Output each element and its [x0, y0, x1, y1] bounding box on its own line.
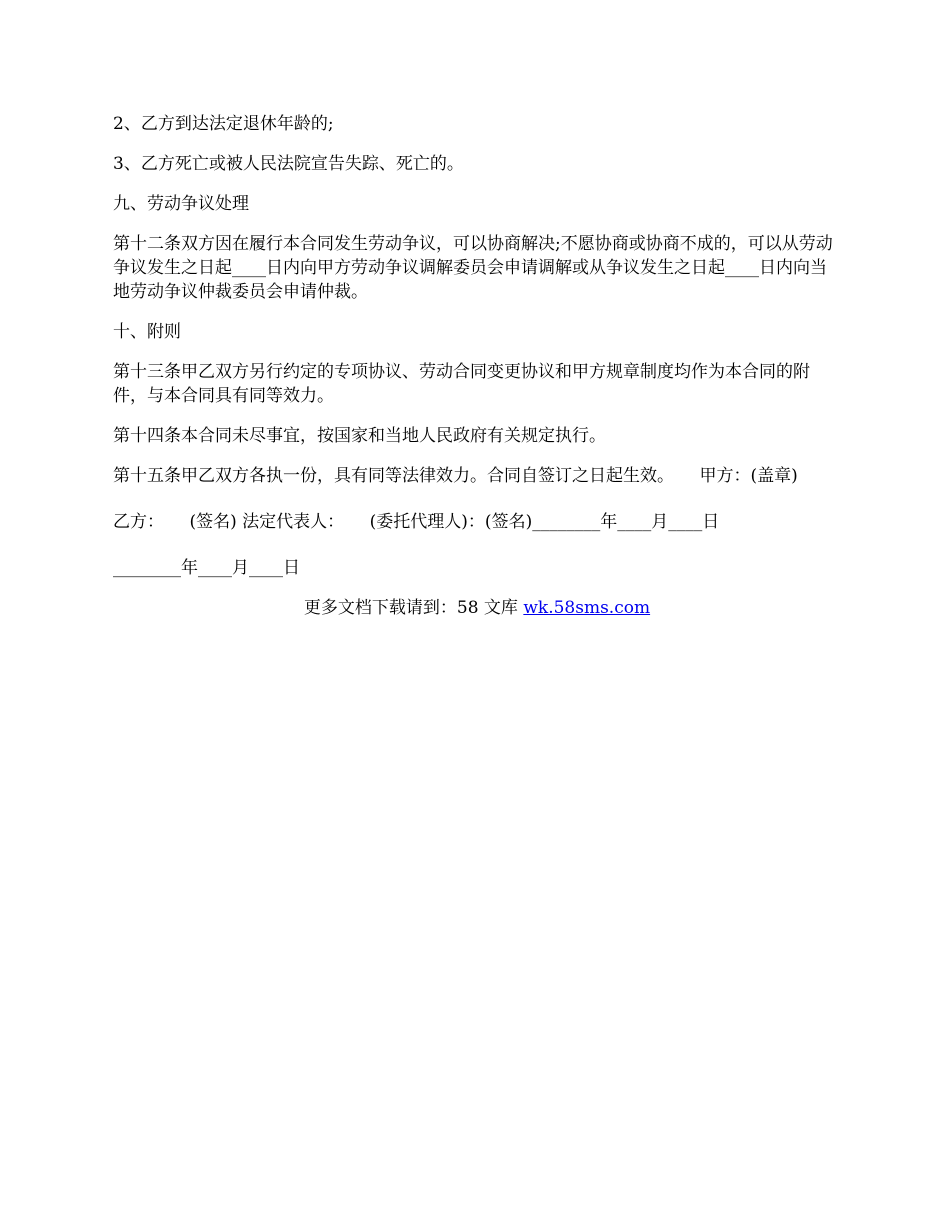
footer-prefix: 更多文档下载请到：58 文库	[303, 598, 524, 618]
article-13: 第十三条甲乙双方另行约定的专项协议、劳动合同变更协议和甲方规章制度均作为本合同的附件，与本合同具有同等效力。	[113, 362, 810, 406]
document-page	[113, 112, 841, 620]
download-footer	[113, 596, 841, 620]
article-15: 第十五条甲乙双方各执一份，具有同等法律效力。合同自签订之日起生效。 甲方：(盖章)	[113, 466, 798, 486]
section-heading-dispute: 九、劳动争议处理	[113, 194, 249, 214]
clause-retirement: 2、乙方到达法定退休年龄的;	[113, 114, 334, 134]
article-14: 第十四条本合同未尽事宜，按国家和当地人民政府有关规定执行。	[113, 426, 606, 446]
clause-death: 3、乙方死亡或被人民法院宣告失踪、死亡的。	[113, 154, 464, 174]
signature-date-line: ________年____月____日	[113, 558, 300, 578]
article-12: 第十二条双方因在履行本合同发生劳动争议，可以协商解决;不愿协商或协商不成的，可以从劳动争议发生之日起____日内向甲方劳动争议调解委员会申请调解或从争议发生之日起____日内向当地劳动争议仲裁委员会申请仲裁。	[113, 234, 833, 302]
section-heading-appendix: 十、附则	[113, 322, 181, 342]
signature-line-party-b: 乙方： (签名) 法定代表人： (委托代理人)：(签名)________年____月____日	[113, 512, 720, 532]
footer-link[interactable]: wk.58sms.com	[523, 598, 651, 618]
